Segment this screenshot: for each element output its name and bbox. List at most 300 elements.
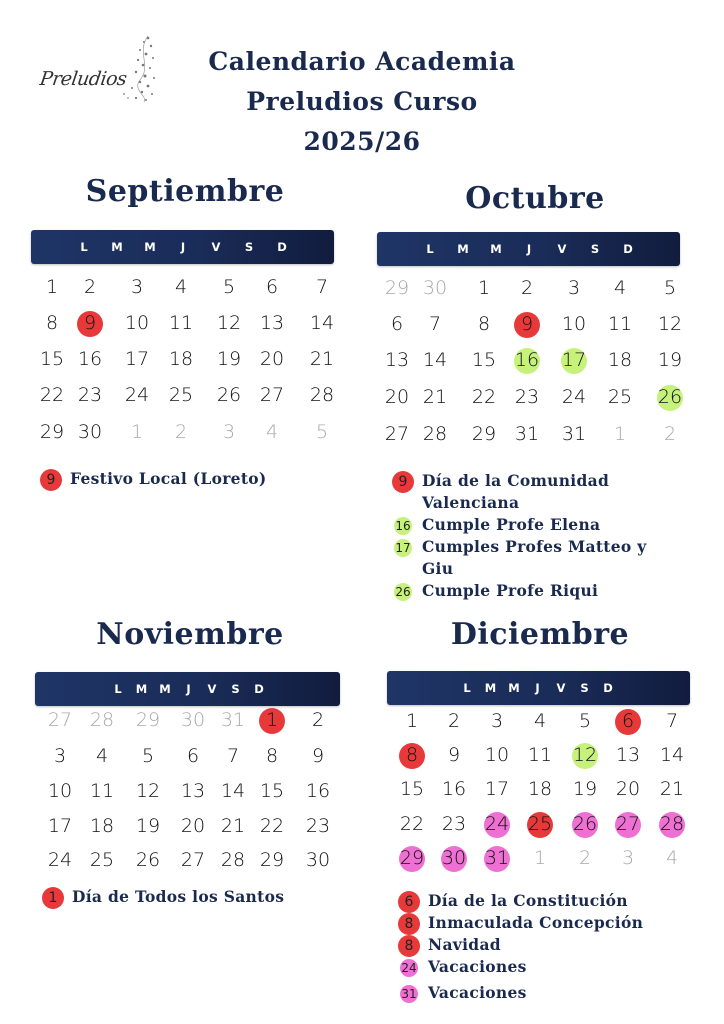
weekday-label: M [457, 242, 469, 256]
day-cell-other-month [415, 273, 455, 303]
day-cell [600, 309, 640, 339]
day-cell [70, 417, 110, 447]
day-cell [128, 741, 168, 771]
weekday-header-bar [387, 671, 690, 705]
day-cell-marked-red [520, 809, 560, 839]
day-cell [554, 273, 594, 303]
legend-item [398, 956, 688, 978]
day-number: 9 [83, 312, 97, 334]
legend-item [392, 514, 682, 536]
day-number: 1 [477, 277, 491, 299]
red-marker-icon: 8 [398, 935, 420, 957]
day-number: 12 [135, 780, 161, 802]
day-cell [32, 380, 72, 410]
day-cell-marked-green [565, 740, 605, 770]
day-cell [117, 272, 157, 302]
day-number: 30 [77, 421, 103, 443]
day-number: 6 [186, 745, 200, 767]
day-number: 17 [47, 815, 73, 837]
day-number: 18 [607, 349, 633, 371]
day-number: 29 [399, 847, 425, 869]
day-cell [117, 308, 157, 338]
day-cell [507, 382, 547, 412]
day-number: 7 [226, 745, 240, 767]
day-cell [652, 706, 692, 736]
legend-text: Día de la Constitución [428, 891, 628, 910]
day-cell-marked-green [650, 382, 690, 412]
day-cell-marked-pink [477, 843, 517, 873]
day-number: 14 [220, 780, 246, 802]
day-cell-other-month [82, 705, 122, 735]
weekday-label: L [114, 682, 122, 696]
day-number: 9 [447, 744, 461, 766]
title-line-1: Calendario Academia [208, 47, 516, 76]
day-cell [128, 845, 168, 875]
day-number: 16 [514, 349, 540, 371]
day-number: 10 [47, 780, 73, 802]
day-cell [298, 811, 338, 841]
day-number: 21 [659, 778, 685, 800]
day-number: 28 [89, 709, 115, 731]
day-cell-other-month [173, 705, 213, 735]
day-number: 20 [180, 815, 206, 837]
day-number: 2 [83, 276, 97, 298]
day-number: 3 [222, 421, 236, 443]
day-number: 2 [311, 709, 325, 731]
day-number: 9 [520, 313, 534, 335]
weekday-label: J [186, 682, 191, 696]
day-number: 7 [665, 710, 679, 732]
day-cell-marked-pink [565, 809, 605, 839]
day-number: 28 [659, 813, 685, 835]
day-cell [252, 741, 292, 771]
day-cell [392, 774, 432, 804]
day-number: 18 [527, 778, 553, 800]
day-cell-marked-pink [608, 809, 648, 839]
red-marker-icon: 8 [398, 913, 420, 935]
day-number: 1 [405, 710, 419, 732]
day-cell [173, 811, 213, 841]
day-cell [652, 740, 692, 770]
day-number: 6 [621, 710, 635, 732]
day-cell-marked-pink [477, 809, 517, 839]
day-cell [415, 345, 455, 375]
day-number: 28 [220, 849, 246, 871]
day-number: 1 [130, 421, 144, 443]
day-number: 14 [422, 349, 448, 371]
day-cell [298, 845, 338, 875]
day-number: 10 [124, 312, 150, 334]
day-number: 21 [220, 815, 246, 837]
weekday-header-bar [35, 672, 340, 706]
day-number: 15 [39, 348, 65, 370]
day-cell [377, 419, 417, 449]
day-cell [554, 309, 594, 339]
day-number: 10 [484, 744, 510, 766]
day-number: 22 [471, 386, 497, 408]
day-cell [600, 382, 640, 412]
day-cell [298, 776, 338, 806]
legend-text: Festivo Local (Loreto) [70, 469, 267, 488]
day-cell [520, 740, 560, 770]
day-cell-marked-pink [392, 843, 432, 873]
weekday-label: M [484, 681, 497, 695]
day-cell-marked-green [554, 345, 594, 375]
month-title: Septiembre [85, 174, 285, 209]
day-number: 13 [259, 312, 285, 334]
red-marker-icon: 6 [398, 891, 420, 913]
day-cell [464, 345, 504, 375]
day-cell [434, 706, 474, 736]
day-number: 17 [484, 778, 510, 800]
day-cell [213, 811, 253, 841]
day-number: 26 [135, 849, 161, 871]
weekday-label: M [144, 240, 156, 254]
day-number: 31 [220, 709, 246, 731]
day-number: 30 [305, 849, 331, 871]
day-cell [554, 419, 594, 449]
day-cell [650, 273, 690, 303]
day-cell [161, 308, 201, 338]
day-cell-marked-pink [652, 809, 692, 839]
day-cell-other-month [161, 417, 201, 447]
day-number: 28 [422, 423, 448, 445]
day-cell [209, 380, 249, 410]
day-number: 6 [390, 313, 404, 335]
pink-marker-icon: 31 [401, 987, 417, 1001]
day-number: 13 [180, 780, 206, 802]
day-cell [377, 382, 417, 412]
day-number: 5 [141, 745, 155, 767]
day-cell [507, 419, 547, 449]
legend-item [398, 912, 688, 934]
day-number: 31 [514, 423, 540, 445]
day-number: 2 [578, 847, 592, 869]
day-number: 19 [135, 815, 161, 837]
day-cell [652, 774, 692, 804]
day-cell [213, 776, 253, 806]
day-cell [464, 382, 504, 412]
day-cell [213, 845, 253, 875]
day-number: 8 [265, 745, 279, 767]
day-number: 3 [567, 277, 581, 299]
day-number: 3 [53, 745, 67, 767]
day-number: 23 [77, 384, 103, 406]
day-cell [40, 776, 80, 806]
legend-text: Vacaciones [428, 983, 527, 1002]
day-number: 23 [514, 386, 540, 408]
day-number: 16 [441, 778, 467, 800]
day-number: 24 [561, 386, 587, 408]
day-number: 1 [533, 847, 547, 869]
day-number: 11 [89, 780, 115, 802]
day-cell [392, 706, 432, 736]
day-number: 29 [384, 277, 410, 299]
day-number: 13 [384, 349, 410, 371]
weekday-label: D [254, 682, 264, 696]
day-number: 23 [441, 813, 467, 835]
day-cell [298, 705, 338, 735]
day-number: 27 [384, 423, 410, 445]
day-number: 12 [572, 744, 598, 766]
day-cell [70, 272, 110, 302]
day-number: 1 [613, 423, 627, 445]
day-number: 3 [621, 847, 635, 869]
legend-item [392, 580, 682, 602]
legend-text: Navidad [428, 935, 501, 954]
legend-item [398, 890, 688, 912]
day-cell-other-month [520, 843, 560, 873]
legend-text: Cumple Profe Elena [422, 515, 601, 534]
day-number: 31 [561, 423, 587, 445]
day-number: 24 [484, 813, 510, 835]
day-cell [302, 272, 342, 302]
weekday-label: J [526, 242, 532, 256]
day-number: 21 [309, 348, 335, 370]
day-cell [117, 380, 157, 410]
day-number: 3 [130, 276, 144, 298]
day-cell [40, 845, 80, 875]
day-number: 4 [533, 710, 547, 732]
day-cell [82, 845, 122, 875]
day-cell-marked-pink [434, 843, 474, 873]
day-number: 14 [309, 312, 335, 334]
day-number: 7 [315, 276, 329, 298]
month-title: Diciembre [450, 617, 630, 652]
day-number: 27 [47, 709, 73, 731]
day-cell-marked-red [392, 740, 432, 770]
day-number: 20 [384, 386, 410, 408]
day-cell [434, 809, 474, 839]
day-cell [161, 344, 201, 374]
day-cell [608, 774, 648, 804]
day-number: 1 [265, 709, 279, 731]
day-cell-other-month [565, 843, 605, 873]
day-number: 15 [399, 778, 425, 800]
day-cell-marked-red [507, 309, 547, 339]
month-title: Octubre [465, 181, 605, 216]
green-marker-icon: 26 [395, 585, 411, 599]
day-cell [507, 273, 547, 303]
day-cell [302, 380, 342, 410]
logo-text: Preludios [38, 68, 128, 90]
day-cell [32, 308, 72, 338]
day-number: 29 [39, 421, 65, 443]
day-number: 5 [222, 276, 236, 298]
day-number: 24 [124, 384, 150, 406]
day-number: 20 [615, 778, 641, 800]
day-cell [70, 380, 110, 410]
day-cell [650, 345, 690, 375]
day-cell-other-month [128, 705, 168, 735]
day-cell [173, 845, 213, 875]
weekday-label: J [535, 681, 540, 695]
day-cell [252, 380, 292, 410]
month-legend [398, 890, 688, 1004]
weekday-label: M [159, 682, 171, 696]
day-number: 27 [259, 384, 285, 406]
weekday-label: M [508, 681, 520, 695]
day-number: 15 [259, 780, 285, 802]
legend-item [398, 934, 688, 956]
legend-text: Día de la Comunidad Valenciana [422, 471, 610, 512]
day-cell [40, 741, 80, 771]
day-number: 31 [484, 847, 510, 869]
day-cell [565, 706, 605, 736]
day-number: 26 [216, 384, 242, 406]
day-number: 14 [659, 744, 685, 766]
weekday-label: M [490, 242, 502, 256]
day-number: 25 [607, 386, 633, 408]
day-cell [464, 309, 504, 339]
month-legend [40, 468, 350, 490]
day-cell [40, 811, 80, 841]
day-number: 20 [259, 348, 285, 370]
day-cell [415, 419, 455, 449]
day-number: 25 [527, 813, 553, 835]
day-number: 24 [47, 849, 73, 871]
red-marker-icon: 1 [42, 887, 64, 909]
weekday-label: M [111, 240, 123, 254]
day-cell-other-month [40, 705, 80, 735]
weekday-label: V [557, 242, 567, 256]
legend-item [392, 536, 682, 580]
weekday-label: D [623, 242, 633, 256]
day-number: 28 [309, 384, 335, 406]
legend-text: Cumple Profe Riqui [422, 581, 599, 600]
day-cell-marked-red [252, 705, 292, 735]
red-marker-icon: 9 [40, 469, 62, 491]
day-number: 17 [561, 349, 587, 371]
day-cell [520, 774, 560, 804]
day-number: 16 [305, 780, 331, 802]
day-number: 25 [89, 849, 115, 871]
day-number: 18 [168, 348, 194, 370]
day-number: 2 [663, 423, 677, 445]
weekday-label: D [277, 240, 287, 254]
day-number: 4 [95, 745, 109, 767]
weekday-label: M [135, 682, 148, 696]
title-line-2: Preludios Curso [246, 87, 478, 116]
day-cell [82, 741, 122, 771]
page-title [160, 42, 564, 162]
weekday-label: S [590, 242, 600, 256]
weekday-label: L [463, 681, 471, 695]
day-cell [377, 309, 417, 339]
day-number: 11 [168, 312, 194, 334]
day-number: 27 [180, 849, 206, 871]
day-cell [70, 344, 110, 374]
day-cell [128, 811, 168, 841]
day-cell [434, 740, 474, 770]
day-number: 25 [168, 384, 194, 406]
day-cell [392, 809, 432, 839]
day-number: 8 [477, 313, 491, 335]
weekday-label: V [211, 240, 221, 254]
day-cell [415, 382, 455, 412]
day-cell [464, 419, 504, 449]
preludios-logo [36, 30, 166, 110]
day-cell [520, 706, 560, 736]
month-legend [42, 886, 352, 908]
legend-item [392, 470, 682, 514]
pink-marker-icon: 24 [401, 961, 417, 975]
day-number: 4 [613, 277, 627, 299]
weekday-label: L [80, 240, 88, 254]
day-number: 19 [657, 349, 683, 371]
day-cell [252, 845, 292, 875]
day-cell [415, 309, 455, 339]
red-marker-icon: 9 [392, 471, 414, 493]
day-number: 26 [657, 386, 683, 408]
day-cell-other-month [608, 843, 648, 873]
day-number: 29 [135, 709, 161, 731]
weekday-header-bar [31, 230, 334, 264]
day-cell [32, 417, 72, 447]
weekday-label: L [426, 242, 434, 256]
day-cell [477, 774, 517, 804]
weekday-label: D [603, 681, 613, 695]
day-cell [565, 774, 605, 804]
day-number: 19 [216, 348, 242, 370]
day-cell [209, 344, 249, 374]
legend-item [42, 886, 352, 908]
day-cell [252, 776, 292, 806]
day-number: 7 [428, 313, 442, 335]
day-cell [161, 380, 201, 410]
weekday-label: V [207, 682, 217, 696]
day-cell [252, 811, 292, 841]
day-number: 29 [471, 423, 497, 445]
day-number: 5 [663, 277, 677, 299]
day-cell [117, 344, 157, 374]
day-cell-other-month [209, 417, 249, 447]
day-number: 15 [471, 349, 497, 371]
day-cell [477, 706, 517, 736]
legend-text: Inmaculada Concepción [428, 913, 644, 932]
day-number: 13 [615, 744, 641, 766]
weekday-label: S [231, 682, 240, 696]
day-cell [213, 741, 253, 771]
weekday-label: V [556, 681, 566, 695]
day-cell-other-month [652, 843, 692, 873]
day-number: 19 [572, 778, 598, 800]
legend-item [398, 982, 688, 1004]
weekday-label: J [180, 240, 186, 254]
day-cell-other-month [302, 417, 342, 447]
day-number: 17 [124, 348, 150, 370]
day-number: 30 [441, 847, 467, 869]
day-cell [252, 272, 292, 302]
day-number: 29 [259, 849, 285, 871]
day-cell-other-month [650, 419, 690, 449]
day-cell [477, 740, 517, 770]
day-cell [209, 272, 249, 302]
day-cell [298, 741, 338, 771]
day-cell [252, 308, 292, 338]
day-cell [82, 776, 122, 806]
day-cell [161, 272, 201, 302]
day-cell [434, 774, 474, 804]
day-cell [377, 345, 417, 375]
legend-text: Vacaciones [428, 957, 527, 976]
day-number: 4 [265, 421, 279, 443]
day-number: 8 [405, 744, 419, 766]
day-cell [650, 309, 690, 339]
day-cell [209, 308, 249, 338]
day-number: 8 [45, 312, 59, 334]
title-line-3: 2025/26 [303, 127, 421, 156]
